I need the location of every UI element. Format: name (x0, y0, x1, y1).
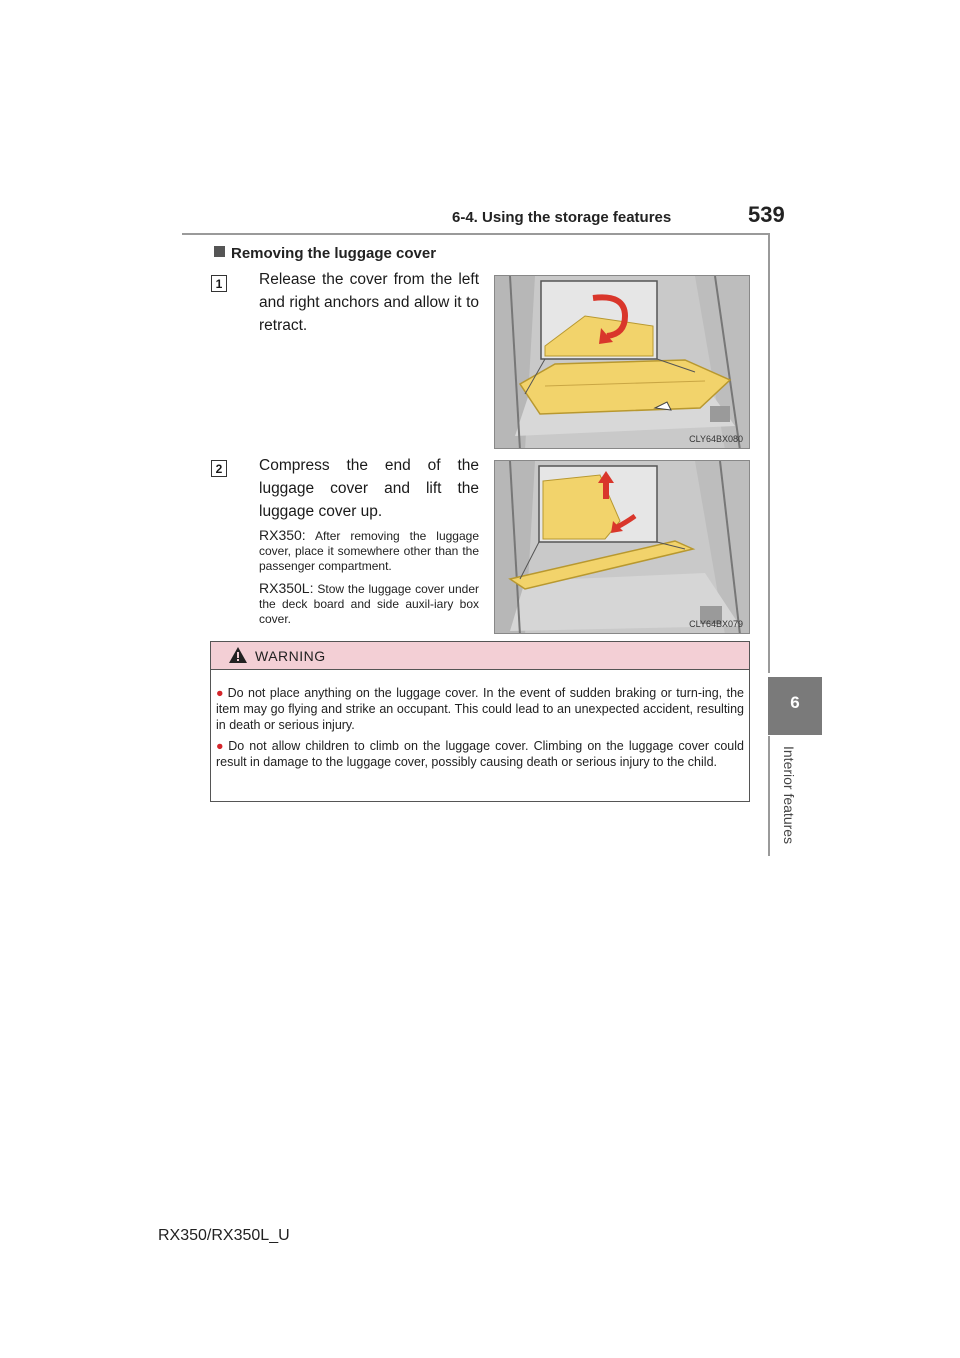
note-rx350-model: RX350: (259, 527, 306, 543)
warning-item-2-text: Do not allow children to climb on the luggage cover. Climbing on the luggage cover could result in damage to the luggage cover, possibly causing death or serious injury to the child. (216, 739, 744, 769)
bullet-icon: ● (216, 686, 225, 700)
note-rx350 (259, 528, 479, 574)
note-rx350l-model: RX350L: (259, 580, 314, 596)
side-tab-line (768, 736, 770, 856)
heading-text: Removing the luggage cover (231, 245, 437, 262)
subsection-heading (214, 245, 436, 262)
page-number: 539 (748, 202, 785, 227)
note-rx350-text: After removing the luggage cover, place it somewhere other than the passenger compartment. (259, 529, 480, 573)
warning-item-1 (216, 685, 744, 733)
figure-code-1: CLY64BX080 (689, 434, 743, 444)
bullet-icon: ● (216, 739, 226, 753)
square-bullet-icon (214, 246, 225, 257)
side-tab-border (768, 233, 822, 673)
warning-item-2 (216, 738, 744, 770)
warning-item-1-text: Do not place anything on the luggage cover. In the event of sudden braking or turn-ing, the item may go flying and strike an occupant. This could lead to an unexpected accident, resulting in death or serious injury. (216, 686, 744, 732)
model-footer: RX350/RX350L_U (158, 1227, 290, 1244)
warning-title: WARNING (255, 648, 326, 664)
step-2-text: Compress the end of the luggage cover and lift the luggage cover up. (259, 457, 479, 520)
chapter-title: Interior features (781, 746, 797, 845)
luggage-cover-lift-illustration (495, 461, 750, 634)
figure-code-2: CLY64BX079 (689, 619, 743, 629)
step-number-2: 2 (211, 460, 227, 477)
figure-step-1 (494, 275, 750, 449)
chapter-number: 6 (790, 693, 800, 712)
figure-step-2 (494, 460, 750, 634)
step-number-1: 1 (211, 275, 227, 292)
warning-triangle-icon (228, 646, 248, 664)
note-rx350l-text: Stow the luggage cover under the deck board and side auxil-iary box cover. (259, 582, 479, 626)
step-1-text: Release the cover from the left and right anchors and allow it to retract. (259, 271, 479, 334)
note-rx350l (259, 581, 479, 627)
section-title: 6-4. Using the storage features (452, 209, 672, 226)
header-rule (182, 233, 822, 235)
luggage-cover-release-illustration (495, 276, 750, 449)
